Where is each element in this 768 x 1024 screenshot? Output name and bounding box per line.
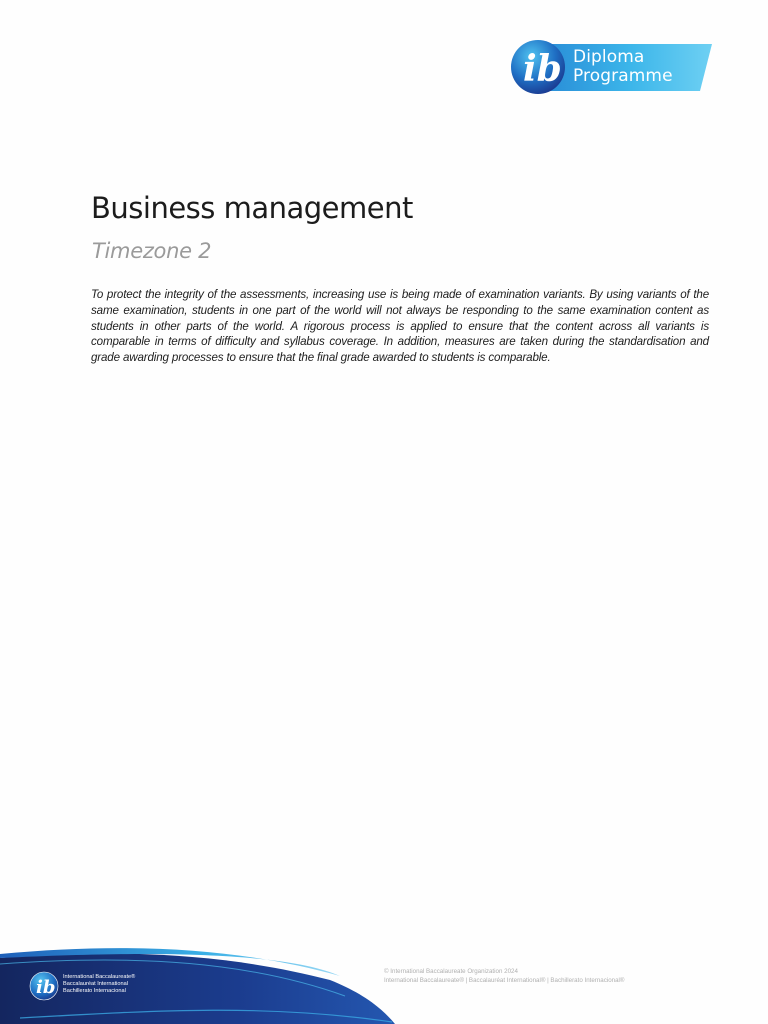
document-subtitle: Timezone 2 [92,239,212,263]
variant-notice-paragraph: To protect the integrity of the assessments, increasing use is being made of examination variants. By using variants of the same examination, students in one part of the world will not always be responding to the same examination content as students in other parts of the world. A rigorous process is applied to ensure that the content across all variants is comparable in terms of difficulty and syllabus coverage. In addition, measures are taken during the standardisation and grade awarding processes to ensure that the final grade awarded to students is comparable. [91,288,709,365]
document-title: Business management [91,191,413,225]
footer-ib-mark-text: ib [36,977,56,998]
copyright-line-1: © International Baccalaureate Organization 2024 [384,968,518,975]
org-line-french: Baccalauréat International [63,981,128,987]
org-line-english: International Baccalaureate® [63,974,136,980]
org-line-spanish: Bachillerato Internacional [63,988,126,994]
copyright-line-2: International Baccalaureate® | Baccalauréat International® | Bachillerato Internacional® [384,976,625,984]
ib-mark-text: ib [523,48,562,90]
footer-copyright [384,968,624,985]
logo-word-programme: Programme [573,66,673,86]
logo-word-diploma: Diploma [573,47,645,67]
footer-org-names [63,974,135,995]
